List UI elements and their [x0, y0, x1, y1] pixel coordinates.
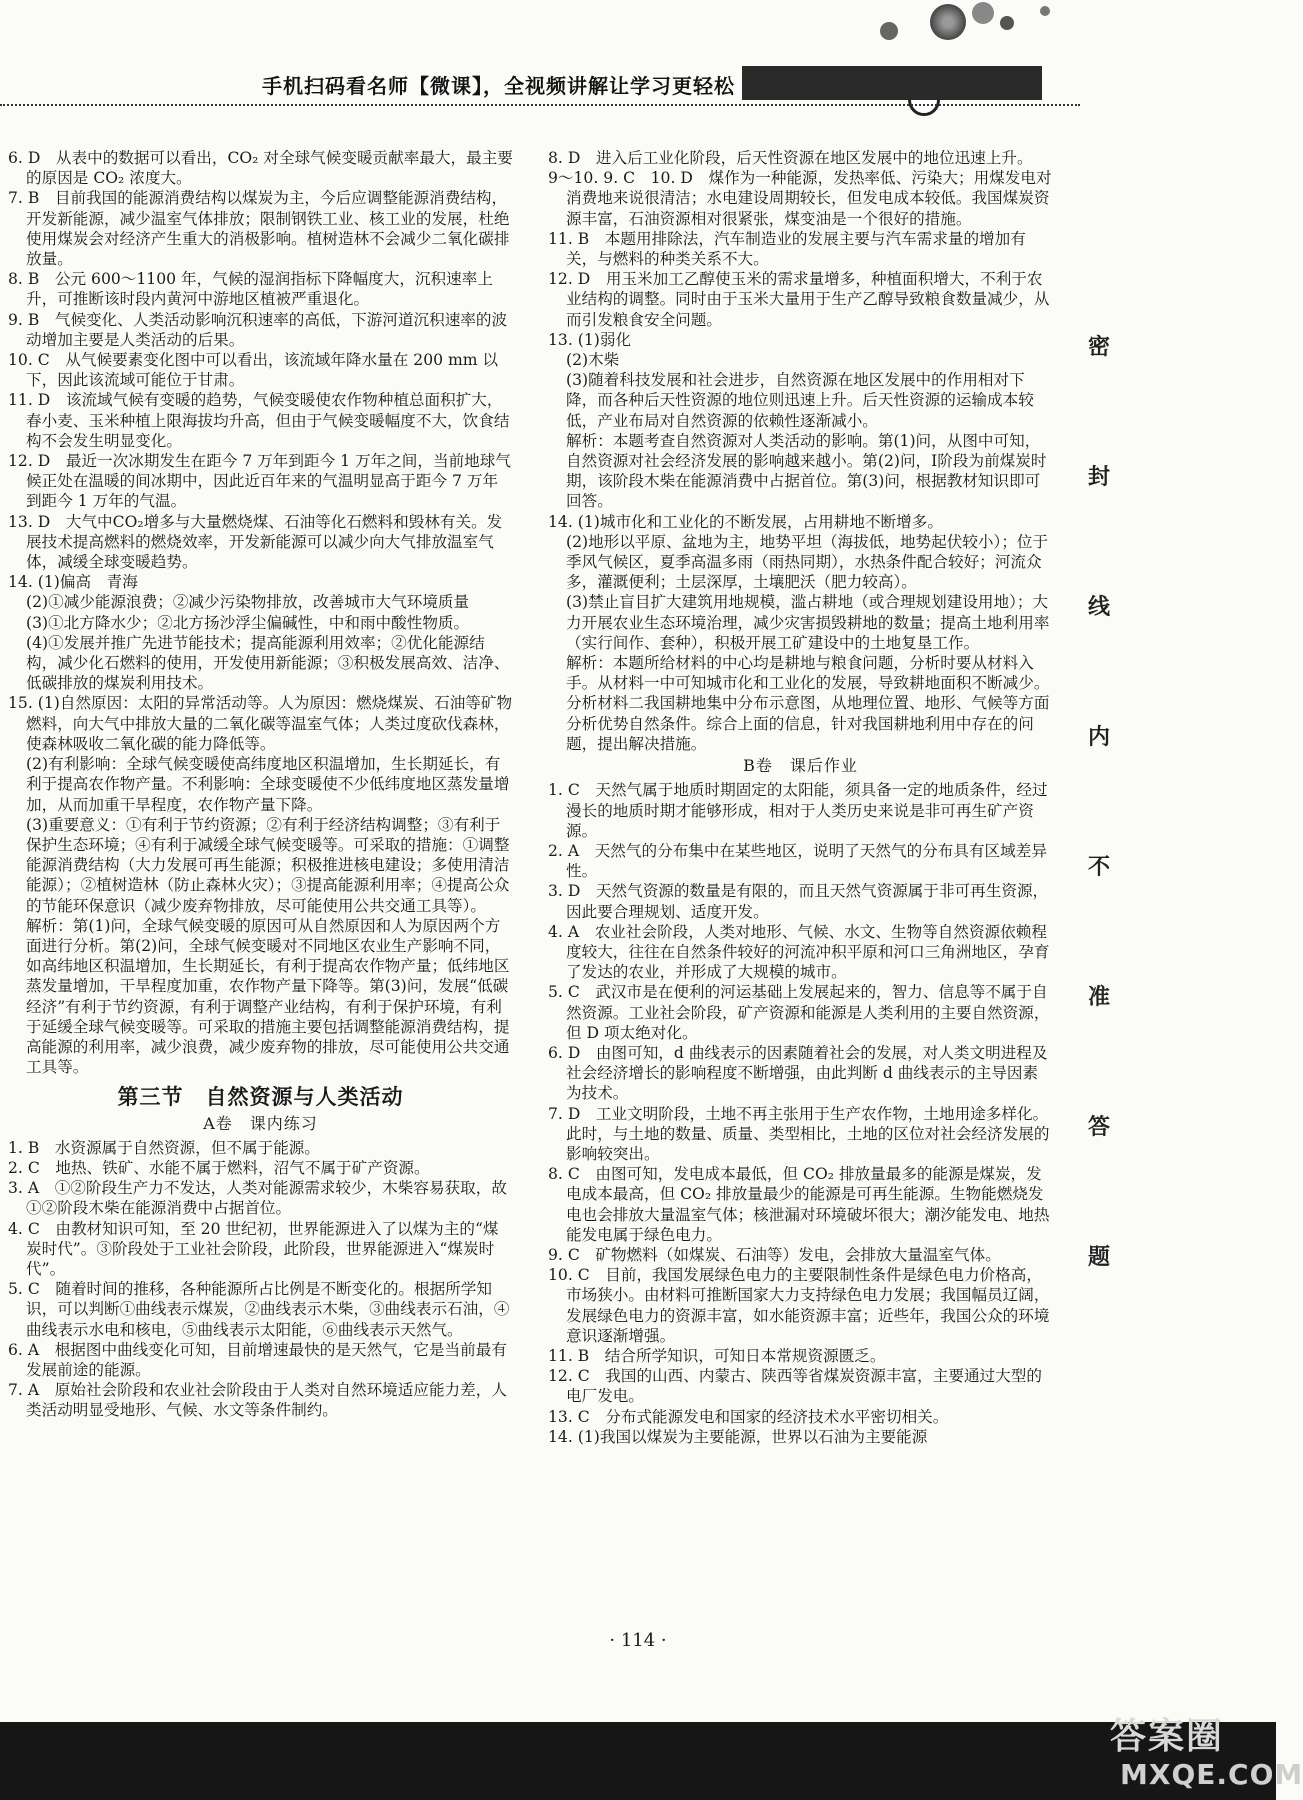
answer-item: 1. B 水资源属于自然资源，但不属于能源。 [8, 1138, 320, 1157]
answer-item: 3. D 天然气资源的数量是有限的，而且天然气资源属于非可再生资源，因此要合理规划、适度开发。 [548, 882, 1049, 921]
answer-item: 7. B 目前我国的能源消费结构以煤炭为主，今后应调整能源消费结构，开发新能源，减少温室气体排放；限制钢铁工业、核工业的发展，杜绝使用煤炭会对经济产生重大的消极影响。植树造林不会减少二氧化碳排放量。 [8, 189, 510, 269]
answer-item: 11. D 该流域气候有变暖的趋势，气候变暖使农作物种植总面积扩大，春小麦、玉米种植上限海拔均升高，但由于气候变暖幅度不大，饮食结构不会发生明显变化。 [8, 391, 510, 450]
answer-item: 12. C 我国的山西、内蒙古、陕西等省煤炭资源丰富，主要通过大型的电厂发电。 [548, 1367, 1042, 1406]
answer-item: 解析：本题考查自然资源对人类活动的影响。第(1)问，从图中可知，自然资源对社会经济发展的影响越来越小。第(2)问，Ⅰ阶段为前煤炭时期，该阶段木柴在能源消费中占据首位。第(3)问，根据教材知识即可回答。 [566, 431, 1047, 511]
binding-char: 答 [1088, 1114, 1111, 1140]
answer-item: 2. A 天然气的分布集中在某些地区，说明了天然气的分布具有区域差异性。 [548, 841, 1047, 881]
header-slogan: 手机扫码看名师【微课】，全视频讲解让学习更轻松 [262, 74, 735, 98]
answer-item: 13. (1)弱化 [548, 330, 632, 349]
answer-item: 8. C 由图可知，发电成本最低，但 CO₂ 排放量最多的能源是煤炭，发电成本最高，但 CO₂ 排放量最少的能源是可再生能源。生物能燃烧发电也会排放大量温室气体；核泄漏对环境破坏很大；潮汐能发电、地热能发电属于绿色电力。 [548, 1165, 1050, 1244]
answer-item: (2)①减少能源浪费；②减少污染物排放，改善城市大气环境质量 [26, 593, 470, 612]
answer-item: 12. D 用玉米加工乙醇使玉米的需求量增多，种植面积增大，不利于农业结构的调整。同时由于玉米大量用于生产乙醇导致粮食数量减少，从而引发粮食安全问题。 [548, 270, 1050, 329]
answer-item: 7. A 原始社会阶段和农业社会阶段由于人类对自然环境适应能力差，人类活动明显受地形、气候、水文等条件制约。 [8, 1381, 507, 1420]
answer-item: 解析：第(1)问，全球气候变暖的原因可从自然原因和人为原因两个方面进行分析。第(2)问，全球气候变暖对不同地区农业生产影响不同，如高纬地区积温增加，生长期延长，有利于提高农作物产量；低纬地区蒸发量增加，干旱程度加重，农作物产量下降等。第(3)问，发展“低碳经济”有利于节约资源，有利于调整产业结构，有利于保护环境，有利于延缓全球气候变暖等。可采取的措施主要包括调整能源消费结构，提高能源的利用率，减少浪费，减少废弃物的排放，尽可能使用公共交通工具等。 [26, 916, 510, 1077]
answer-item: 2. C 地热、铁矿、水能不属于燃料，沼气不属于矿产资源。 [8, 1158, 430, 1177]
binding-char: 内 [1088, 724, 1111, 750]
header-bar [742, 66, 1042, 100]
answer-item: (2)地形以平原、盆地为主，地势平坦（海拔低，地势起伏较小）；位于季风气候区，夏季高温多雨（雨热同期），水热条件配合较好；河流众多，灌溉便利；土层深厚，土壤肥沃（肥力较高）。 [566, 532, 1049, 592]
binding-margin [1082, 330, 1122, 1410]
watermark-url: MXQE.COM [1120, 1758, 1303, 1791]
answer-item: 6. A 根据图中曲线变化可知，目前增速最快的是天然气，它是当前最有发展前途的能源。 [8, 1340, 507, 1379]
answer-item: 14. (1)我国以煤炭为主要能源，世界以石油为主要能源 [548, 1427, 928, 1446]
answer-item: (2)有利影响：全球气候变暖使高纬度地区积温增加，生长期延长，有利于提高农作物产量。不利影响：全球变暖使不少低纬度地区蒸发量增加，从而加重干旱程度，农作物产量下降。 [26, 755, 510, 814]
answer-item: 11. B 本题用排除法，汽车制造业的发展主要与汽车需求量的增加有关，与燃料的种类关系不大。 [548, 229, 1026, 269]
left-column [8, 148, 513, 1421]
answer-item: 8. B 公元 600～1100 年，气候的湿润指标下降幅度大，沉积速率上升，可推断该时段内黄河中游地区植被严重退化。 [8, 270, 493, 309]
page-header [0, 0, 1276, 112]
watermark-logo [1110, 1700, 1303, 1800]
binding-char: 线 [1088, 594, 1111, 620]
answer-item: 10. C 从气候要素变化图中可以看出，该流域年降水量在 200 mm 以下，因此该流域可能位于甘肃。 [8, 351, 499, 390]
decorative-dot [1000, 16, 1014, 30]
binding-char: 封 [1088, 464, 1111, 490]
answer-item: 10. C 目前，我国发展绿色电力的主要限制性条件是绿色电力价格高，市场狭小。由材料可推断国家大力支持绿色电力发展；我国幅员辽阔，发展绿色电力的资源丰富，如水能资源丰富；近些年，我国公众的环境意识逐渐增强。 [548, 1266, 1050, 1345]
binding-char: 题 [1088, 1244, 1111, 1270]
answer-item: 4. A 农业社会阶段，人类对地形、气候、水文、生物等自然资源依赖程度较大，往往在自然条件较好的河流冲积平原和河口三角洲地区，孕育了发达的农业，并形成了大规模的城市。 [548, 922, 1050, 982]
footer-bar [0, 1722, 1276, 1800]
answer-item: 8. D 进入后工业化阶段，后天性资源在地区发展中的地位迅速上升。 [548, 149, 1033, 167]
answer-item: (3)重要意义：①有利于节约资源；②有利于经济结构调整；③有利于保护生态环境；④有利于减缓全球气候变暖等。可采取的措施：①调整能源消费结构（大力发展可再生能源；积极推进核电建设；多使用清洁能源）；②植树造林（防止森林火灾）；③提高能源利用率；④提高公众的节能环保意识（减少废弃物排放，尽可能使用公共交通工具等）。 [26, 815, 510, 915]
answer-item: (3)随着科技发展和社会进步，自然资源在地区发展中的作用相对下降，而各种后天性资源的地位则迅速上升。后天性资源的运输成本较低，产业布局对自然资源的依赖性逐渐减小。 [566, 371, 1034, 430]
answer-item: 13. D 大气中CO₂增多与大量燃烧煤、石油等化石燃料和毁林有关。发展技术提高燃料的燃烧效率，开发新能源可以减少向大气排放温室气体，减缓全球变暖趋势。 [8, 512, 503, 572]
answer-item: 1. C 天然气属于地质时期固定的太阳能，须具备一定的地质条件，经过漫长的地质时期才能够形成，相对于人类历史来说是非可再生矿产资源。 [548, 781, 1048, 840]
decorative-dot [930, 4, 966, 40]
answer-item: 5. C 随着时间的推移，各种能源所占比例是不断变化的。根据所学知识，可以判断①曲线表示煤炭，②曲线表示木柴，③曲线表示石油，④曲线表示水电和核电，⑤曲线表示太阳能，⑥曲线表示天然气。 [8, 1280, 510, 1339]
binding-char: 不 [1088, 854, 1111, 880]
watermark-text: 答案圈 [1110, 1716, 1225, 1757]
subsection-title-a: A卷 课内练习 [203, 1113, 318, 1133]
answer-item: (2)木柴 [566, 351, 620, 370]
answer-item: (4)①发展并推广先进节能技术；提高能源利用效率；②优化能源结构，减少化石燃料的使用，开发使用新能源；③积极发展高效、洁净、低碳排放的煤炭利用技术。 [26, 633, 510, 693]
answer-item: (3)①北方降水少；②北方扬沙浮尘偏碱性，中和雨中酸性物质。 [26, 613, 470, 632]
binding-char: 准 [1088, 984, 1111, 1010]
decorative-dot [1040, 6, 1050, 16]
answer-item: 6. D 由图可知，d 曲线表示的因素随着社会的发展，对人类文明进程及社会经济增长的影响程度不断增强，由此判断 d 曲线表示的主导因素为技术。 [548, 1043, 1048, 1103]
right-column [548, 148, 1053, 1447]
answer-item: 14. (1)城市化和工业化的不断发展，占用耕地不断增多。 [548, 512, 943, 531]
answer-item: 解析：本题所给材料的中心均是耕地与粮食问题，分析时要从材料入手。从材料一中可知城市化和工业化的发展，导致耕地面积不断减少。分析材料二我国耕地集中分布示意图，从地理位置、地形、气候等方面分析优势自然条件。综合上面的信息，针对我国耕地利用中存在的问题，提出解决措施。 [566, 654, 1050, 753]
answer-item: 11. B 结合所学知识，可知日本常规资源匮乏。 [548, 1346, 886, 1365]
answer-item: 6. D 从表中的数据可以看出，CO₂ 对全球气候变暖贡献率最大，最主要的原因是 CO₂ 浓度大。 [8, 149, 513, 188]
answer-item: (3)禁止盲目扩大建筑用地规模，滥占耕地（或合理规划建设用地）；大力开展农业生态环境治理，减少灾害损毁耕地的数量；提高土地利用率（实行间作、套种），积极开展工矿建设中的土地复垦工作。 [566, 593, 1050, 652]
answer-item: 4. C 由教材知识可知，至 20 世纪初，世界能源进入了以煤为主的“煤炭时代”。③阶段处于工业社会阶段，此阶段，世界能源进入“煤炭时代”。 [8, 1219, 499, 1278]
header-divider [0, 104, 1080, 106]
decorative-dot [880, 22, 898, 40]
decorative-dot [972, 2, 994, 24]
answer-item: 14. (1)偏高 青海 [8, 573, 138, 592]
page-number: · 114 · [609, 1630, 667, 1651]
answer-item: 15. (1)自然原因：太阳的异常活动等。人为原因：燃烧煤炭、石油等矿物燃料，向大气中排放大量的二氧化碳等温室气体；人类过度砍伐森林，使森林吸收二氧化碳的能力降低等。 [8, 694, 513, 753]
answer-item: 9～10. 9. C 10. D 煤作为一种能源，发热率低、污染大；用煤发电对消费地来说很清洁；水电建设周期较长，但发电成本较低。我国煤炭资源丰富，石油资源相对很紧张，煤变油是一个很好的措施。 [548, 169, 1052, 228]
answer-item: 5. C 武汉市是在便利的河运基础上发展起来的，智力、信息等不属于自然资源。工业社会阶段，矿产资源和能源是人类利用的主要自然资源，但 D 项太绝对化。 [548, 983, 1050, 1042]
binding-char: 密 [1088, 334, 1111, 360]
answer-item: 13. C 分布式能源发电和国家的经济技术水平密切相关。 [548, 1407, 949, 1426]
subsection-title-b: B卷 课后作业 [743, 756, 858, 776]
answer-item: 12. D 最近一次冰期发生在距今 7 万年到距今 1 万年之间，当前地球气候正处在温暖的间冰期中，因此近百年来的气温明显高于距今 7 万年到距今 1 万年的气温。 [8, 452, 511, 511]
section-title: 第三节 自然资源与人类活动 [117, 1085, 404, 1110]
answer-item: 9. C 矿物燃料（如煤炭、石油等）发电，会排放大量温室气体。 [548, 1245, 1001, 1264]
answer-item: 3. A ①②阶段生产力不发达，人类对能源需求较少，木柴容易获取，故①②阶段木柴在能源消费中占据首位。 [8, 1179, 507, 1218]
answer-item: 9. B 气候变化、人类活动影响沉积速率的高低，下游河道沉积速率的波动增加主要是人类活动的后果。 [8, 310, 508, 349]
answer-item: 7. D 工业文明阶段，土地不再主张用于生产农作物，土地用途多样化。此时，与土地的数量、质量、类型相比，土地的区位对社会经济发展的影响较突出。 [548, 1104, 1050, 1163]
